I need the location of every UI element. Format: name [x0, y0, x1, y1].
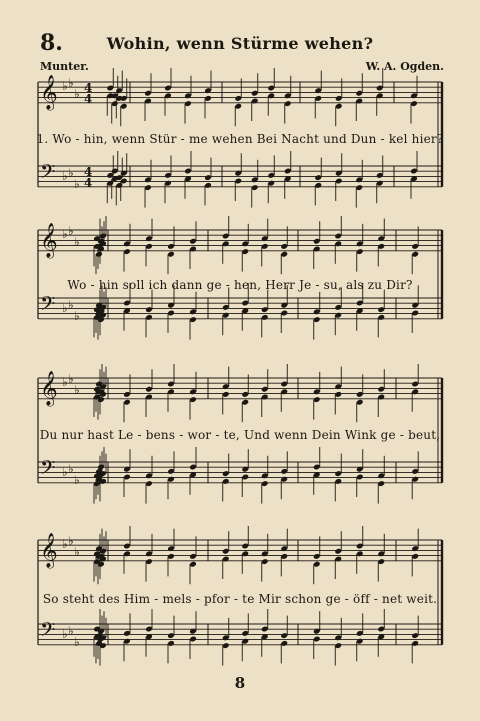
time-signature-bottom: 4 [84, 176, 93, 190]
flat-sign: ♭ [74, 545, 80, 559]
flat-sign: ♭ [62, 169, 68, 183]
treble-clef: 𝄞 [40, 75, 58, 110]
flat-sign: ♭ [68, 534, 74, 548]
bass-clef: 𝄢 [40, 160, 56, 188]
flat-sign: ♭ [68, 624, 74, 638]
treble-clef: 𝄞 [40, 533, 58, 568]
flat-sign: ♭ [68, 166, 74, 180]
treble-clef: 𝄞 [40, 223, 58, 258]
flat-sign: ♭ [74, 309, 80, 323]
composer-credit: W. A. Ogden. [365, 60, 444, 73]
hymn-title: Wohin, wenn Stürme wehen? [106, 34, 374, 53]
flat-sign: ♭ [74, 635, 80, 649]
flat-sign: ♭ [68, 76, 74, 90]
flat-sign: ♭ [74, 383, 80, 397]
time-signature-bottom: 4 [84, 92, 93, 106]
flat-sign: ♭ [74, 235, 80, 249]
lyric-line-2: Wo - hin soll ich dann ge - hen, Herr Je - su, als zu Dir? [67, 278, 413, 292]
bass-clef: 𝄢 [40, 618, 56, 646]
flat-sign: ♭ [74, 87, 80, 101]
time-signature-top: 4 [84, 81, 93, 95]
flat-sign: ♭ [62, 79, 68, 93]
lyric-line-1: 1. Wo - hin, wenn Stür - me wehen Bei Nacht und Dun - kel hier? [36, 132, 444, 146]
flat-sign: ♭ [74, 473, 80, 487]
flat-sign: ♭ [62, 375, 68, 389]
bass-clef: 𝄢 [40, 292, 56, 320]
flat-sign: ♭ [62, 227, 68, 241]
time-signature-top: 4 [84, 165, 93, 179]
lyric-line-3: Du nur hast Le - bens - wor - te, Und wenn Dein Wink ge - beut, [39, 428, 441, 442]
flat-sign: ♭ [62, 465, 68, 479]
flat-sign: ♭ [62, 627, 68, 641]
lyric-line-4: So steht des Him - mels - pfor - te Mir schon ge - öff - net weit. [42, 592, 438, 606]
bass-clef: 𝄢 [40, 456, 56, 484]
page-number: 8 [234, 674, 246, 692]
flat-sign: ♭ [68, 298, 74, 312]
flat-sign: ♭ [68, 462, 74, 476]
flat-sign: ♭ [68, 372, 74, 386]
flat-sign: ♭ [62, 301, 68, 315]
flat-sign: ♭ [62, 537, 68, 551]
tempo-marking: Munter. [40, 60, 89, 73]
treble-clef: 𝄞 [40, 371, 58, 406]
hymn-number: 8. [40, 30, 63, 56]
flat-sign: ♭ [74, 177, 80, 191]
flat-sign: ♭ [68, 224, 74, 238]
